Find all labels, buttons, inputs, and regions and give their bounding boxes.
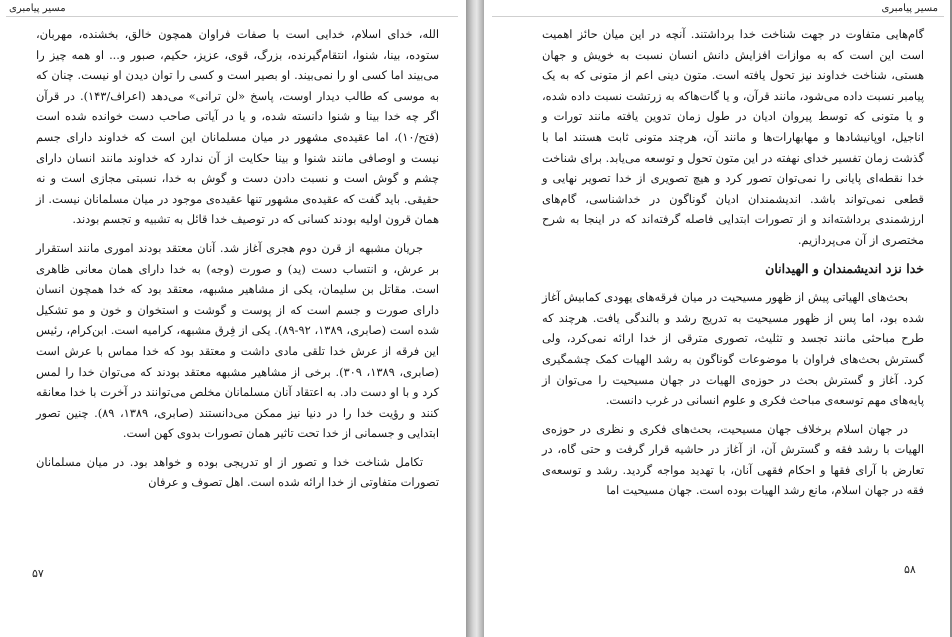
running-head: مسیر پیامبری xyxy=(881,3,938,14)
paragraph: بحث‌های الهیاتی پیش از ظهور مسیحیت در میان فرقه‌های یهودی کمابیش آغاز شده بود، اما پس از ظهور مسیحیت به تدریج رشد و بالندگی یافت. هرچند که طرح مباحثی مانند تجسد و تثلیث، تصوری مترقی از خدا ارائه نمی‌کرد، ولی گسترش بحث‌های فراوان با موضوعات گوناگون به رشد الهیات کمک چشمگیری کرد. آغاز و گسترش بحث در حوزه‌ی الهیات در جهان مسیحیت را می‌توان از پایه‌های مهم توسعه‌ی مباحث فکری و علوم انسانی در غرب دانست. xyxy=(542,290,924,408)
body-text xyxy=(36,24,439,501)
paragraph: گام‌هایی متفاوت در جهت شناخت خدا برداشتند. آنچه در این میان حائز اهمیت است این است که به موازات افزایش دانش انسان نسبت به خویش و جهان هستی، شناخت خداوند نیز تحول یافته است. متون دینی اعم از متونی که به یک پیامبر نسبت داده می‌شود، مانند قرآن، و یا گات‌هاکه به زرتشت نسبت داده شده، و یا متونی که توسط پیروان ادیان در طول زمان تدوین یافته مانند تورات و اناجیل، اوپانیشادها و مهابهارات‌ها و مانند آن، هرچند متونی ثابت هستند اما با گذشت زمان تفسیر خدای نهفته در این متون تحول و توسعه می‌یابد. برای شناخت خدا نقطه‌ای پایانی را نمی‌توان تصور کرد و هیچ تصویری از خدا تصویر نهایی و قطعی نمی‌تواند باشد. اندیشمندان ادیان گوناگون در خداشناسی، گام‌های ارزشمندی برداشته‌اند و از تصورات ابتدایی فاصله گرفته‌اند که در اینجا به شرح مختصری از آن می‌پردازیم. xyxy=(542,27,924,247)
running-head: مسیر پیامبری xyxy=(9,3,66,14)
left-page xyxy=(0,0,466,637)
page-number: ۵۷ xyxy=(32,567,44,580)
page-number: ۵۸ xyxy=(904,563,916,576)
paragraph: در جهان اسلام برخلاف جهان مسیحیت، بحث‌های فکری و نظری در حوزه‌ی الهیات با رشد فقه و گسترش آن، از آغاز در حاشیه قرار گرفت و حتی گاه، در تعارض با آرای فقها و احکام فقهی آنان، با تهدید مواجه گردید. رشد و توسعه‌ی فقه در جهان اسلام، مانع رشد الهیات بوده است. جهان مسیحیت اما xyxy=(542,421,924,498)
header-rule xyxy=(492,16,944,17)
body-text xyxy=(542,24,924,509)
header-rule xyxy=(6,16,458,17)
paragraph: الله، خدای اسلام، خدایی است با صفات فراوان همچون خالق، بخشنده، مهربان، ستوده، بینا، شنوا، انتقام‌گیرنده، بزرگ، قوی، عزیز، حکیم، صبور و... او همه چیز را می‌بیند اما کسی او را نمی‌بیند. او بصیر است و کسی را توان دیدن او نیست. چنان که به موسی که طالب دیدار اوست، پاسخ «لن ترانی» می‌دهد (اعراف/۱۴۳). در قرآن اگر چه خدا بینا و شنوا دانسته شده، و یا در آیاتی صاحب دست خوانده شده است (فتح/۱۰)، اما عقیده‌ی مشهور در میان مسلمانان این است که خداوند دارای جسم نیست و اوصافی مانند شنوا و بینا حکایت از آن ندارد که خداوند مانند انسان دارای چشم و گوش است و نسبت دادن دست و گوش به خدا، نسبتی مجازی است و نه حقیقی. باید گفت که عقیده‌ی مشهور تنها عقیده‌ی موجود در میان مسلمانان نیست. از همان قرون اولیه بودند کسانی که در توصیف خدا قائل به تشبیه و تجسم بودند. xyxy=(36,27,439,227)
right-page xyxy=(484,0,950,637)
paragraph: تکامل شناخت خدا و تصور از او تدریجی بوده و خواهد بود. در میان مسلمانان تصورات متفاوتی از خدا ارائه شده است. اهل تصوف و عرفان xyxy=(36,454,439,490)
section-heading: خدا نزد اندیشمندان و الهیدانان xyxy=(765,260,924,276)
paragraph: جریان مشبهه از قرن دوم هجری آغاز شد. آنان معتقد بودند اموری مانند استقرار بر عرش، و انتساب دست (ید) و صورت (وجه) به خدا دارای همان معانی ظاهری است. مقاتل بن سلیمان، یکی از مشاهیر مشبهه، معتقد بود که خدا همچون انسان دارای صورت و جسم است که از پوست و گوشت و استخوان و خون و مو تشکیل شده است (صابری، ۱۳۸۹، ۹۲-۸۹). یکی از فِرق مشبهه، کرامیه است. ابن‌کرام، رئیس این فرقه از عرش خدا تلقی مادی داشت و معتقد بود که خدا مماس با عرش است (صابری، ۱۳۸۹، ۳۰۹). برخی از مشاهیر مشبهه معتقد بودند که می‌توان خدا را لمس کرد و با او دست داد. به اعتقاد آنان مسلمانان مخلص می‌توانند در آخرت با خدا معانقه کنند و رؤیت خدا را در دنیا نیز ممکن می‌دانستند (صابری، ۱۳۸۹، ۸۹). چنین تصور ابتدایی و جسمانی از خدا تحت تاثیر همان تصورات بدوی کهن است. xyxy=(36,240,439,441)
book-gutter xyxy=(466,0,484,637)
